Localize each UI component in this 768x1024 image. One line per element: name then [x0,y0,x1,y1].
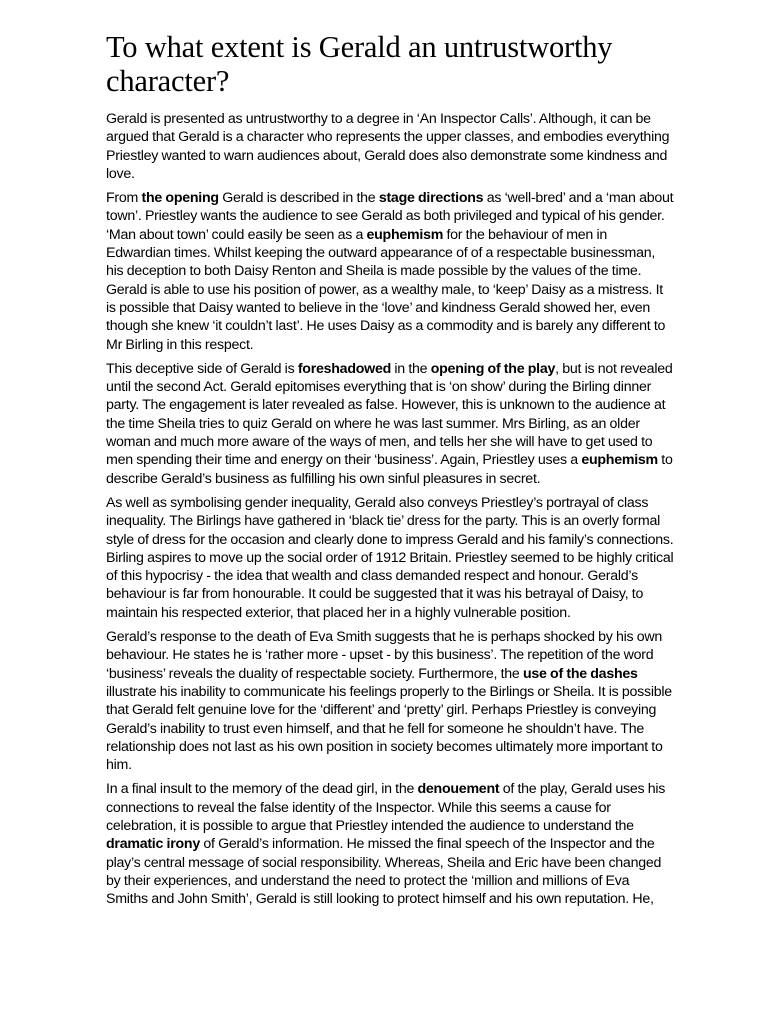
text-run: This deceptive side of Gerald is [106,360,298,377]
page-title: To what extent is Gerald an untrustworthy character? [106,30,613,98]
text-run: as ‘well-bred’ and a ‘man about town’. Priestley wants the audience to see Gerald as both privileged and typical of his gender. ‘Man about town’ could easily be seen as a [106,190,674,243]
text-run: Gerald is described in the [218,190,379,207]
bold-term: the opening [141,190,219,207]
text-run: in the [391,360,431,377]
text-run: Gerald is presented as untrustworthy to a degree in ‘An Inspector Calls’. Although, it can be argued that Gerald is a character who represents the upper classes, and embodies everything Priestley wanted to warn audiences about, Gerald does also demonstrate some kindness and love. [106,111,670,182]
text-run: of the play, Gerald uses his connections to reveal the false identity of the Inspector. While this seems a cause for celebration, it is possible to argue that Priestley intended the audience to understand the [106,781,666,834]
bold-term: denouement [417,781,500,798]
text-run: to describe Gerald’s business as fulfilling his own sinful pleasures in secret. [106,452,673,487]
paragraph-3 [106,360,674,488]
text-run: for the behaviour of men in Edwardian times. Whilst keeping the outward appearance of of a respectable businessman, his deception to both Daisy Renton and Sheila is made possible by the values of the time. Gerald is able to use his position of power, as a wealthy male, to ‘keep’ Daisy as a mistress. It is possible that Daisy wanted to believe in the ‘love’ and kindness Gerald showed her, even though she knew ‘it couldn’t last’. He uses Daisy as a commodity and is barely any different to Mr Birling in this respect. [106,226,666,353]
bold-term: opening of the play [430,360,556,377]
paragraph-6 [106,780,674,908]
bold-term: dramatic irony [106,836,200,853]
text-run: of Gerald’s information. He missed the final speech of the Inspector and the play’s central message of social responsibility. Whereas, Sheila and Eric have been changed by their experiences, and understand the need to protect the ‘million and millions of Eva Smiths and John Smith’, Gerald is still looking to protect himself and his own reputation. He, [106,836,662,908]
document-page [106,30,674,914]
bold-term: euphemism [366,226,444,243]
text-run: In a final insult to the memory of the dead girl, in the [106,781,418,798]
text-run: As well as symbolising gender inequality, Gerald also conveys Priestley’s portrayal of class inequality. The Birlings have gathered in ‘black tie’ dress for the party. This is an overly formal style of dress for the occasion and clearly done to impress Gerald and his family’s connections. Birling aspires to move up the social order of 1912 Britain. Priestley seemed to be highly critical of this hypocrisy - the idea that wealth and class demanded respect and honour. Gerald’s behaviour is far from honourable. It could be suggested that it was his betrayal of Daisy, to maintain his respected exterior, that placed her in a highly vulnerable position. [106,494,674,621]
paragraph-4 [106,494,674,622]
bold-term: stage directions [378,190,484,207]
paragraph-1 [106,110,674,183]
text-run: Gerald’s response to the death of Eva Smith suggests that he is perhaps shocked by his own behaviour. He states he is ‘rather more - upset - by this business’. The repetition of the word ‘business’ reveals the duality of respectable society. Furthermore, the [106,629,663,682]
bold-term: euphemism [581,452,658,469]
text-run: illustrate his inability to communicate his feelings properly to the Birlings or Sheila. It is possible that Gerald felt genuine love for the ‘different’ and ‘pretty’ girl. Perhaps Priestley is conveying Gerald’s inability to trust even himself, and that he fell for someone he shouldn’t have. The relationship does not last as his own position in society becomes ultimately more important to him. [106,683,672,774]
bold-term: foreshadowed [297,360,392,377]
paragraph-5 [106,628,674,774]
text-run: , but is not revealed until the second Act. Gerald epitomises everything that is ‘on show’ during the Birling dinner party. The engagement is later revealed as false. However, this is unknown to the audience at the time Sheila tries to quiz Gerald on where he was last summer. Mrs Birling, as an older woman and much more aware of the ways of men, and tells her she will have to get used to men spending their time and energy on their ‘business’. Again, Priestley uses a [106,360,673,469]
document-body [106,110,674,908]
text-run: From [106,190,142,207]
bold-term: use of the dashes [522,665,638,682]
paragraph-2 [106,189,674,354]
